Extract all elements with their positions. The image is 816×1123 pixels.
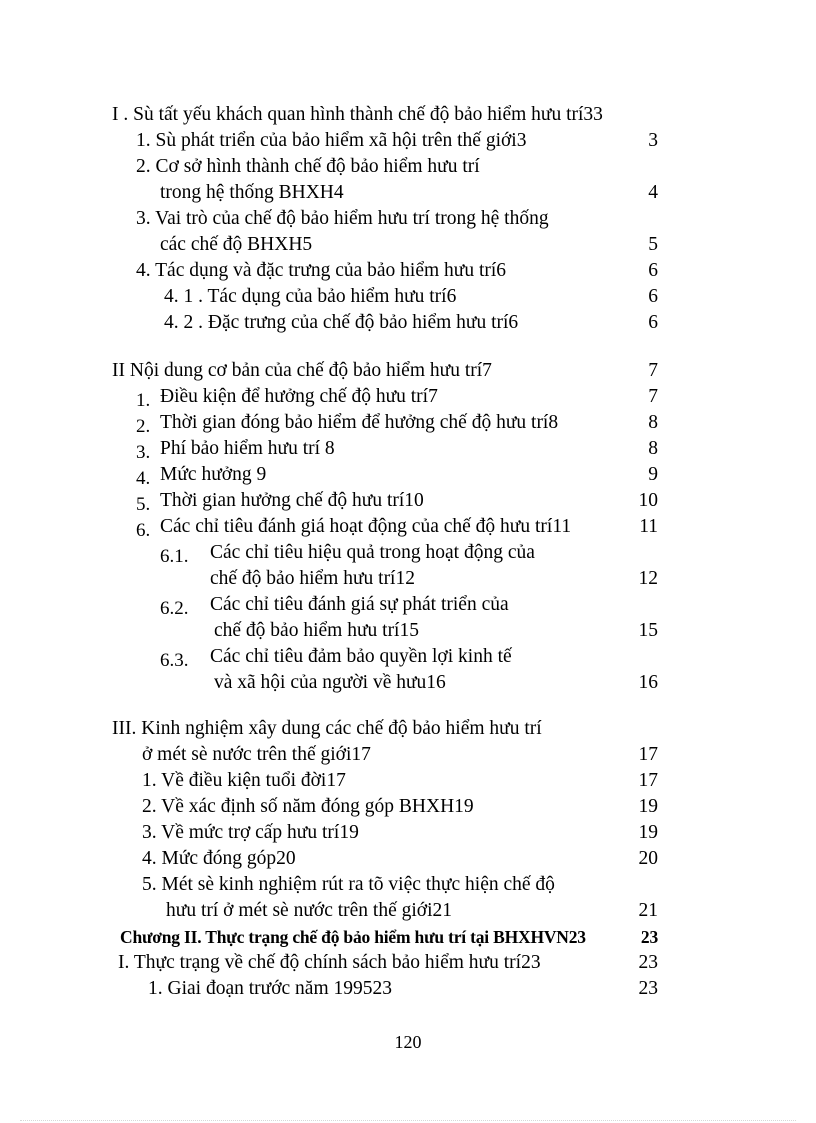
toc-page-number: 19 bbox=[638, 822, 658, 843]
toc-entry-text: Điều kiện để hưởng chế độ hưu trí7 bbox=[160, 386, 438, 407]
toc-chapter-2-title: Chương II. Thực trạng chế độ bảo hiểm hưu trí tại BHXHVN23 bbox=[120, 927, 586, 947]
toc-entry-1-2-cont bbox=[0, 180, 816, 206]
toc-entry-3-4 bbox=[0, 846, 816, 872]
toc-page-number: 15 bbox=[638, 620, 658, 641]
toc-section-2-title: II Nội dung cơ bản của chế độ bảo hiểm hưu trí7 bbox=[112, 360, 492, 381]
toc-entry-text: 3. Vai trò của chế độ bảo hiểm hưu trí trong hệ thống bbox=[136, 208, 549, 229]
toc-page-number: 6 bbox=[648, 286, 658, 307]
toc-entry-1-2 bbox=[0, 154, 816, 180]
toc-entry-text: Thời gian hưởng chế độ hưu trí10 bbox=[160, 490, 424, 511]
toc-entry-text: trong hệ thống BHXH4 bbox=[160, 182, 344, 203]
toc-section-3-title-cont: ở mét sè nước trên thế giới17 bbox=[142, 744, 371, 765]
toc-entry-text: Các chỉ tiêu hiệu quả trong hoạt động của bbox=[210, 542, 535, 563]
toc-page-number: 6 bbox=[648, 312, 658, 333]
toc-section-3 bbox=[0, 716, 816, 742]
toc-entry-text: 5. Mét sè kinh nghiệm rút ra tõ việc thực hiện chế độ bbox=[142, 874, 555, 895]
toc-entry-1-4 bbox=[0, 258, 816, 284]
toc-entry-text: hưu trí ở mét sè nước trên thế giới21 bbox=[166, 900, 453, 921]
toc-entry-2-3 bbox=[0, 436, 816, 462]
toc-section-3-cont bbox=[0, 742, 816, 768]
toc-entry-text: 3. Về mức trợ cấp hưu trí19 bbox=[142, 822, 359, 843]
toc-entry-number: 5. bbox=[136, 494, 151, 515]
toc-page-number: 23 bbox=[638, 952, 658, 973]
toc-entry-2-4 bbox=[0, 462, 816, 488]
toc-section-3-title: III. Kinh nghiệm xây dung các chế độ bảo hiểm hưu trí bbox=[112, 718, 542, 739]
toc-page-number: 3 bbox=[648, 130, 658, 151]
toc-page-number: 7 bbox=[648, 360, 658, 381]
toc-entry-text: 4. 1 . Tác dụng của bảo hiểm hưu trí6 bbox=[164, 286, 457, 307]
toc-entry-text: Thời gian đóng bảo hiểm để hưởng chế độ hưu trí8 bbox=[160, 412, 559, 433]
toc-entry-2-6-2-cont bbox=[0, 618, 816, 644]
toc-entry-text: 4. Mức đóng góp20 bbox=[142, 848, 296, 869]
toc-page-number: 16 bbox=[638, 672, 658, 693]
toc-entry-text: Các chỉ tiêu đảm bảo quyền lợi kinh tế bbox=[210, 646, 512, 667]
toc-page-number: 6 bbox=[648, 260, 658, 281]
toc-page-number: 19 bbox=[638, 796, 658, 817]
toc-entry-3-3 bbox=[0, 820, 816, 846]
toc-chapter-2-entry-1 bbox=[0, 976, 816, 1002]
toc-entry-text: các chế độ BHXH5 bbox=[160, 234, 313, 255]
toc-entry-2-6-2 bbox=[0, 592, 816, 618]
toc-entry-text: 1. Về điều kiện tuổi đời17 bbox=[142, 770, 346, 791]
toc-entry-2-5 bbox=[0, 488, 816, 514]
toc-entry-text: 4. Tác dụng và đặc trưng của bảo hiểm hưu trí6 bbox=[136, 260, 507, 281]
toc-entry-text: 2. Về xác định số năm đóng góp BHXH19 bbox=[142, 796, 474, 817]
toc-page-number: 8 bbox=[648, 438, 658, 459]
toc-entry-number: 6. bbox=[136, 520, 151, 541]
toc-entry-2-6-3 bbox=[0, 644, 816, 670]
toc-section-1 bbox=[0, 102, 816, 128]
toc-page-number: 7 bbox=[648, 386, 658, 407]
toc-page-number: 17 bbox=[638, 770, 658, 791]
toc-page-number: 23 bbox=[638, 978, 658, 999]
toc-page-number: 5 bbox=[648, 234, 658, 255]
toc-chapter-2-section-1 bbox=[0, 950, 816, 976]
toc-entry-3-2 bbox=[0, 794, 816, 820]
toc-section-2 bbox=[0, 358, 816, 384]
toc-entry-number: 6.2. bbox=[160, 598, 189, 619]
toc-page-number: 17 bbox=[638, 744, 658, 765]
toc-page-number: 11 bbox=[639, 516, 658, 537]
toc-entry-2-6-1 bbox=[0, 540, 816, 566]
toc-entry-2-6-1-cont bbox=[0, 566, 816, 592]
toc-entry-number: 3. bbox=[136, 442, 151, 463]
toc-entry-text: Phí bảo hiểm hưu trí 8 bbox=[160, 438, 335, 459]
toc-entry-1-4-2 bbox=[0, 310, 816, 336]
toc-entry-text: chế độ bảo hiểm hưu trí12 bbox=[210, 568, 415, 589]
page-bottom-rule bbox=[20, 1120, 796, 1121]
toc-section-1-title: I . Sù tất yếu khách quan hình thành chế độ bảo hiểm hưu trí33 bbox=[112, 104, 603, 125]
toc-page-number: 8 bbox=[648, 412, 658, 433]
toc-entry-text: 1. Giai đoạn trước năm 199523 bbox=[148, 978, 392, 999]
toc-entry-number: 4. bbox=[136, 468, 151, 489]
toc-entry-1-1 bbox=[0, 128, 816, 154]
toc-entry-text: 2. Cơ sở hình thành chế độ bảo hiểm hưu trí bbox=[136, 156, 480, 177]
toc-page-number: 23 bbox=[640, 927, 658, 947]
toc-entry-3-5 bbox=[0, 872, 816, 898]
toc-entry-number: 6.1. bbox=[160, 546, 189, 567]
toc-page-number: 4 bbox=[648, 182, 658, 203]
toc-entry-text: chế độ bảo hiểm hưu trí15 bbox=[214, 620, 419, 641]
toc-page-number: 21 bbox=[638, 900, 658, 921]
toc-entry-2-6-3-cont bbox=[0, 670, 816, 696]
toc-entry-2-1 bbox=[0, 384, 816, 410]
toc-entry-text: Mức hưởng 9 bbox=[160, 464, 267, 485]
toc-entry-text: Các chỉ tiêu đánh giá sự phát triển của bbox=[210, 594, 509, 615]
toc-entry-text: 1. Sù phát triển của bảo hiểm xã hội trên thế giới3 bbox=[136, 130, 527, 151]
toc-entry-number: 2. bbox=[136, 416, 151, 437]
toc-entry-3-1 bbox=[0, 768, 816, 794]
toc-entry-number: 6.3. bbox=[160, 650, 189, 671]
toc-entry-text: 4. 2 . Đặc trưng của chế độ bảo hiểm hưu trí6 bbox=[164, 312, 519, 333]
toc-entry-text: Các chỉ tiêu đánh giá hoạt động của chế độ hưu trí11 bbox=[160, 516, 572, 537]
toc-entry-text: và xã hội của người về hưu16 bbox=[214, 672, 446, 693]
toc-chapter-2 bbox=[0, 924, 816, 950]
toc-page-number: 9 bbox=[648, 464, 658, 485]
toc-entry-text: I. Thực trạng về chế độ chính sách bảo hiểm hưu trí23 bbox=[118, 952, 541, 973]
toc-entry-1-3-cont bbox=[0, 232, 816, 258]
toc-entry-2-6 bbox=[0, 514, 816, 540]
page-number: 120 bbox=[394, 1032, 422, 1052]
toc-entry-3-5-cont bbox=[0, 898, 816, 924]
toc-page-number: 20 bbox=[638, 848, 658, 869]
toc-entry-number: 1. bbox=[136, 390, 151, 411]
toc-page-number: 10 bbox=[638, 490, 658, 511]
toc-page-number: 12 bbox=[638, 568, 658, 589]
toc-entry-1-3 bbox=[0, 206, 816, 232]
toc-entry-1-4-1 bbox=[0, 284, 816, 310]
toc-entry-2-2 bbox=[0, 410, 816, 436]
